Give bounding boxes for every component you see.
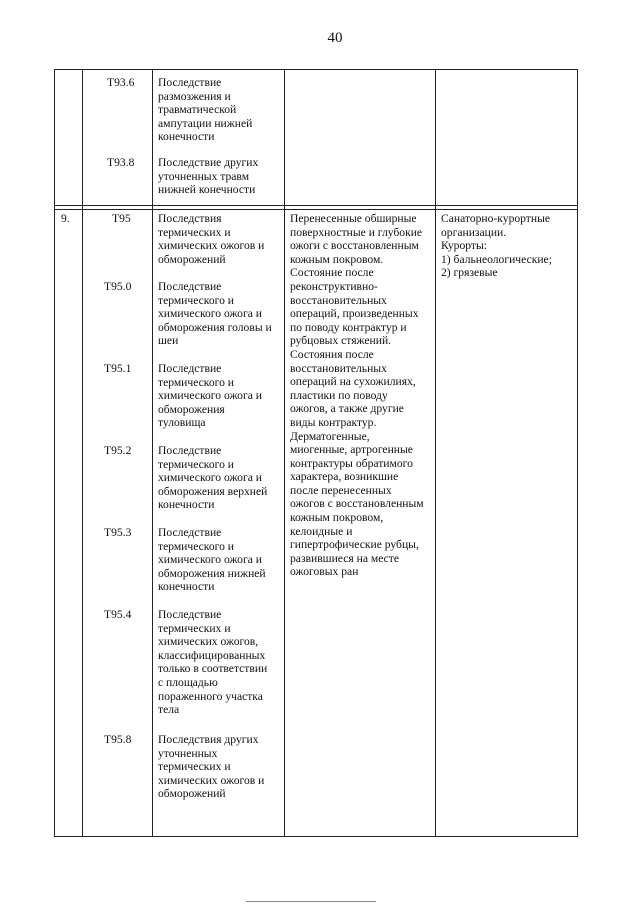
diagnosis-code: T95.4 <box>104 608 132 621</box>
diagnosis-code: T95 <box>112 212 131 225</box>
row-divider <box>54 209 578 210</box>
column-divider <box>152 69 153 836</box>
diagnosis-description: Последствие термических и химических ожогов, классифицированных только в соответствии с площадью пораженного участка тела <box>158 608 268 717</box>
row-number: 9. <box>61 212 70 225</box>
diagnosis-description: Последствие размозжения и травматической ампутации нижней конечности <box>158 76 253 144</box>
diagnosis-description: Последствия термических и химических ожогов и обморожений <box>158 212 265 266</box>
row-divider <box>54 205 578 206</box>
column-divider <box>435 69 436 836</box>
diagnosis-description: Последствия других уточненных термических и химических ожогов и обморожений <box>158 733 265 801</box>
diagnosis-code: T93.8 <box>107 156 135 169</box>
diagnosis-description: Последствие термического и химического ожога и обморожения головы и шеи <box>158 280 272 348</box>
table-top-border <box>54 69 578 70</box>
diagnosis-code: T95.1 <box>104 362 132 375</box>
diagnosis-code: T95.0 <box>104 280 132 293</box>
page-number: 40 <box>327 30 343 46</box>
column-divider <box>284 69 285 836</box>
table-right-border <box>577 69 578 836</box>
diagnosis-description: Последствие других уточненных травм нижней конечности <box>158 156 259 197</box>
column-divider <box>82 69 83 836</box>
diagnosis-description: Последствие термического и химического ожога и обморожения нижней конечности <box>158 526 266 594</box>
medical-indications: Перенесенные обширные поверхностные и глубокие ожоги с восстановленным кожным покровом. Состояние после реконструктивно- восстановительных операций, произведенных по поводу контрактур и рубцовых стяжений. Состояния после восстановительных операций на сухожилиях, пластики по поводу ожогов, а также другие виды контрактур. Дерматогенные, миогенные, артрогенные контрактуры обратимого характера, возникшие после перенесенных ожогов с восстановленным кожным покровом, келоидные и гипертрофические рубцы, развившиеся на месте ожоговых ран <box>290 212 424 579</box>
treatment-facilities: Санаторно-курортные организации. Курорты: 1) бальнеологические; 2) грязевые <box>441 212 552 280</box>
diagnosis-code: T95.2 <box>104 444 132 457</box>
scan-edge-mark <box>246 901 376 902</box>
diagnosis-code: T93.6 <box>107 76 135 89</box>
table-bottom-border <box>54 836 578 837</box>
diagnosis-code: T95.3 <box>104 526 132 539</box>
diagnosis-code: T95.8 <box>104 733 132 746</box>
table-left-border <box>54 69 55 836</box>
diagnosis-description: Последствие термического и химического ожога и обморожения туловища <box>158 362 262 430</box>
diagnosis-description: Последствие термического и химического ожога и обморожения верхней конечности <box>158 444 268 512</box>
